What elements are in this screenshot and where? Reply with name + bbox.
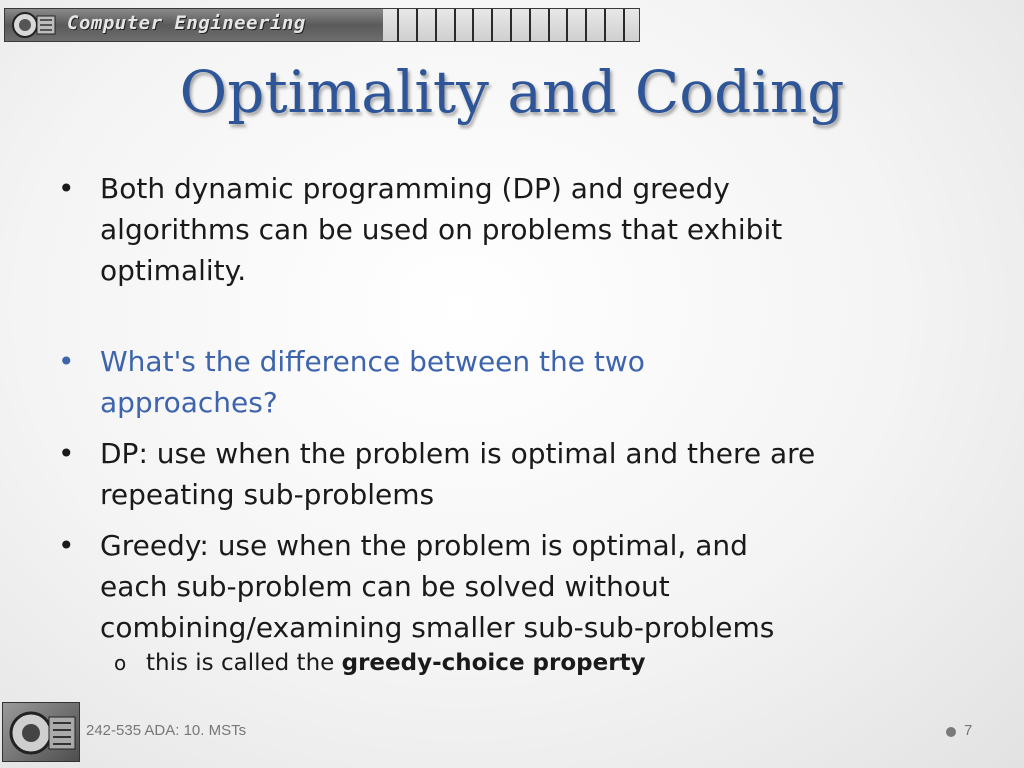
footer-text: 242-535 ADA: 10. MSTs [86, 722, 247, 739]
bullet-item-question [58, 341, 958, 423]
page-number: 7 [964, 722, 973, 739]
sub-bullet-item [58, 648, 958, 678]
sub-bullet-bold-text: greedy-choice property [341, 650, 646, 676]
bullet-item [58, 433, 958, 515]
bullet-text-line: What's the difference between the two [100, 345, 645, 378]
bullet-item [58, 525, 958, 648]
bullet-marker: • [58, 345, 75, 378]
bullet-text-line: DP: use when the problem is optimal and there are [100, 437, 816, 470]
bullet-marker: • [58, 437, 75, 470]
ce-gear-logo-icon [7, 10, 59, 40]
slide-title: Optimality and Coding [179, 58, 845, 126]
banner-decorative-bars [383, 9, 639, 41]
bullet-text-line: each sub-problem can be solved without [100, 570, 670, 603]
bullet-text-line: approaches? [100, 386, 278, 419]
page-indicator-dot [946, 727, 956, 737]
bullet-item [58, 168, 958, 291]
bullet-marker: • [58, 529, 75, 562]
sub-bullet-marker: o [114, 651, 127, 675]
slide-body [58, 168, 958, 678]
header-banner [4, 8, 640, 42]
bullet-text-line: Both dynamic programming (DP) and greedy [100, 172, 730, 205]
bullet-marker: • [58, 172, 75, 205]
bullet-text-line: optimality. [100, 254, 247, 287]
bullet-text-line: algorithms can be used on problems that exhibit [100, 213, 783, 246]
bullet-text-line: Greedy: use when the problem is optimal, and [100, 529, 748, 562]
bullet-text-line: repeating sub-problems [100, 478, 435, 511]
bullet-text-line: combining/examining smaller sub-sub-problems [100, 611, 775, 644]
sub-bullet-text: this is called the [146, 650, 342, 676]
banner-title: Computer Engineering [67, 12, 306, 34]
footer-logo-icon [2, 702, 80, 762]
